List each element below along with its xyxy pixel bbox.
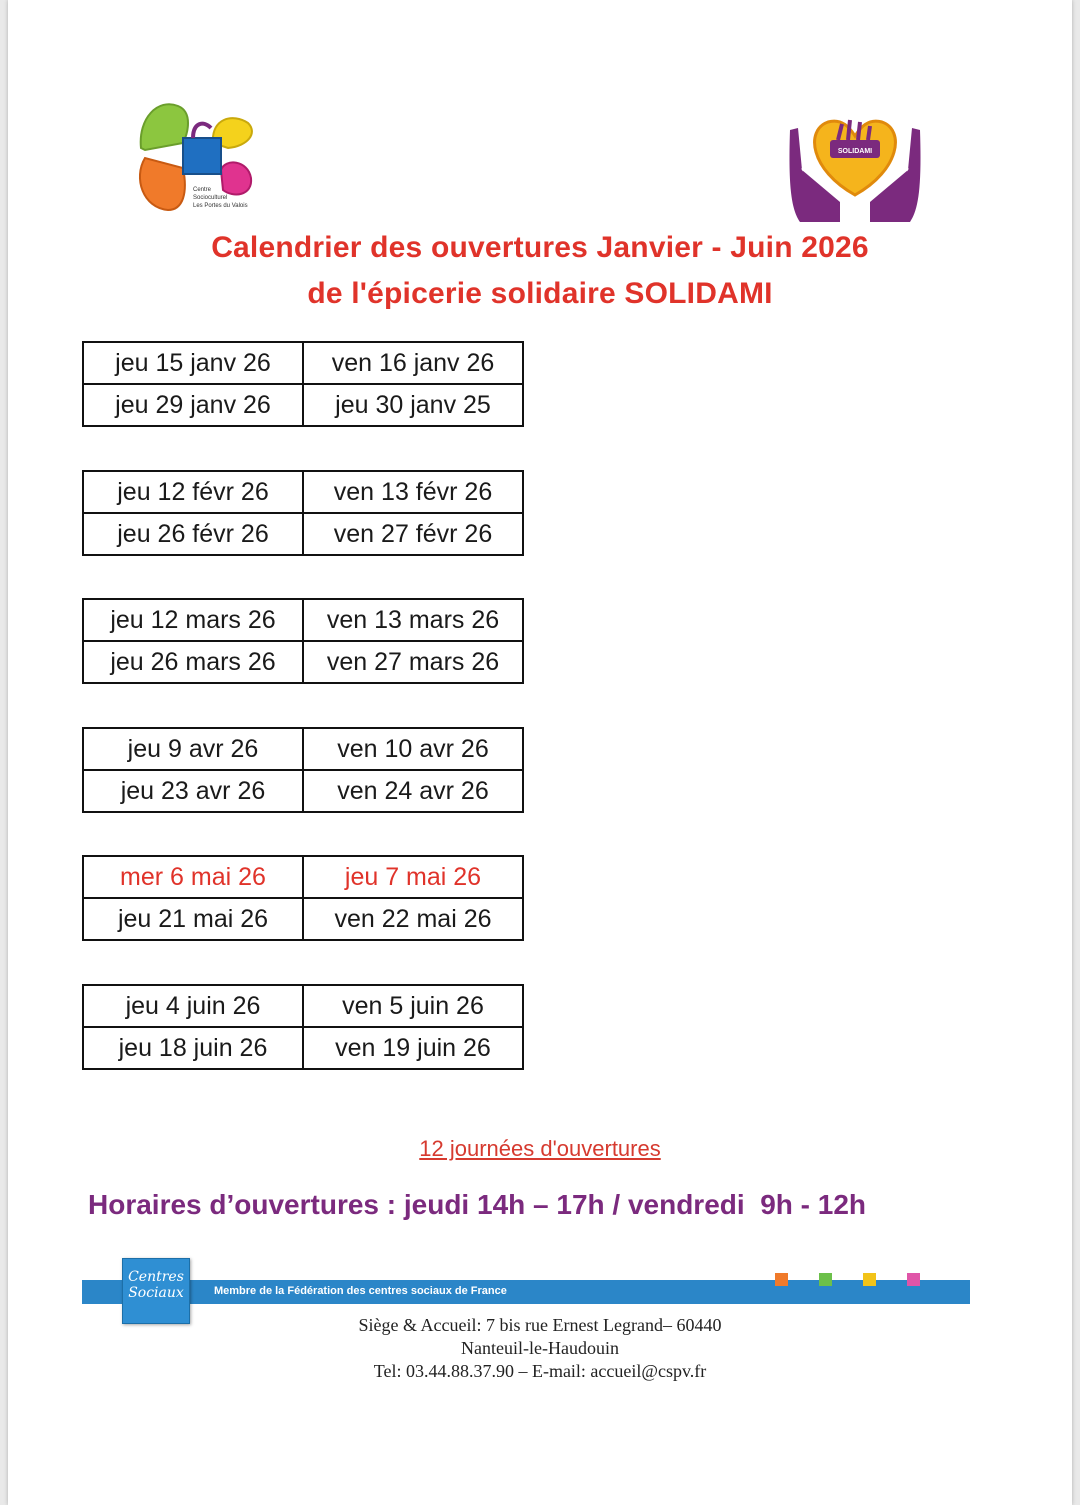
table-row	[83, 728, 523, 770]
centre-socioculturel-logo	[133, 98, 268, 218]
page-title-line2: de l'épicerie solidaire SOLIDAMI	[307, 277, 773, 310]
table-row	[83, 471, 523, 513]
date-cell: ven 24 avr 26	[303, 770, 523, 812]
centre-caption-line: Socioculturel	[193, 195, 228, 201]
date-cell: jeu 29 janv 26	[83, 384, 303, 426]
date-cell: ven 19 juin 26	[303, 1027, 523, 1069]
date-cell: jeu 15 janv 26	[83, 342, 303, 384]
contact-line: Tel: 03.44.88.37.90 – E-mail: accueil@cspv.fr	[373, 1361, 707, 1381]
yellow-square-icon	[863, 1273, 876, 1286]
solidami-logo-text: SOLIDAMI	[837, 148, 873, 155]
orange-square-icon	[775, 1273, 788, 1286]
date-cell-highlighted: mer 6 mai 26	[83, 856, 303, 898]
date-cell: ven 10 avr 26	[303, 728, 523, 770]
opening-days-count: 12 journées d'ouvertures	[419, 1136, 661, 1161]
centre-caption-line: Les Portes du Valois	[193, 203, 248, 209]
table-row	[83, 384, 523, 426]
month-table-fevrier	[82, 470, 524, 556]
federation-text: Membre de la Fédération des centres sociaux de France	[214, 1285, 507, 1297]
table-row	[83, 898, 523, 940]
badge-line: Centres	[128, 1269, 184, 1285]
centre-caption-line: Centre	[193, 187, 212, 193]
date-cell: ven 16 janv 26	[303, 342, 523, 384]
date-cell: ven 27 mars 26	[303, 641, 523, 683]
table-row	[83, 599, 523, 641]
pink-square-icon	[907, 1273, 920, 1286]
table-row	[83, 770, 523, 812]
date-cell: jeu 9 avr 26	[83, 728, 303, 770]
date-cell: ven 13 févr 26	[303, 471, 523, 513]
solidami-logo	[780, 110, 930, 225]
table-row	[83, 342, 523, 384]
table-row	[83, 641, 523, 683]
date-cell: ven 13 mars 26	[303, 599, 523, 641]
date-cell: ven 22 mai 26	[303, 898, 523, 940]
green-square-icon	[819, 1273, 832, 1286]
date-cell: ven 27 févr 26	[303, 513, 523, 555]
date-cell: jeu 23 avr 26	[83, 770, 303, 812]
date-cell: jeu 26 févr 26	[83, 513, 303, 555]
date-cell-highlighted: jeu 7 mai 26	[303, 856, 523, 898]
address-line: Siège & Accueil: 7 bis rue Ernest Legrand– 60440	[358, 1315, 722, 1335]
opening-hours: Horaires d’ouvertures : jeudi 14h – 17h / vendredi 9h - 12h	[88, 1189, 867, 1220]
document-page	[8, 0, 1072, 1505]
month-table-mars	[82, 598, 524, 684]
month-table-avril	[82, 727, 524, 813]
heart-hands-icon	[780, 110, 930, 225]
date-cell: ven 5 juin 26	[303, 985, 523, 1027]
date-cell: jeu 12 févr 26	[83, 471, 303, 513]
table-row	[83, 985, 523, 1027]
month-table-janvier	[82, 341, 524, 427]
centre-logo-caption	[193, 186, 273, 210]
date-cell: jeu 30 janv 25	[303, 384, 523, 426]
badge-line: Sociaux	[128, 1285, 184, 1301]
date-cell: jeu 18 juin 26	[83, 1027, 303, 1069]
date-cell: jeu 4 juin 26	[83, 985, 303, 1027]
table-row	[83, 856, 523, 898]
table-row	[83, 1027, 523, 1069]
page-title-line1: Calendrier des ouvertures Janvier - Juin 2026	[211, 231, 869, 264]
date-cell: jeu 12 mars 26	[83, 599, 303, 641]
date-cell: jeu 26 mars 26	[83, 641, 303, 683]
address-city: Nanteuil-le-Haudouin	[461, 1338, 619, 1358]
date-cell: jeu 21 mai 26	[83, 898, 303, 940]
month-table-mai	[82, 855, 524, 941]
month-table-juin	[82, 984, 524, 1070]
table-row	[83, 513, 523, 555]
